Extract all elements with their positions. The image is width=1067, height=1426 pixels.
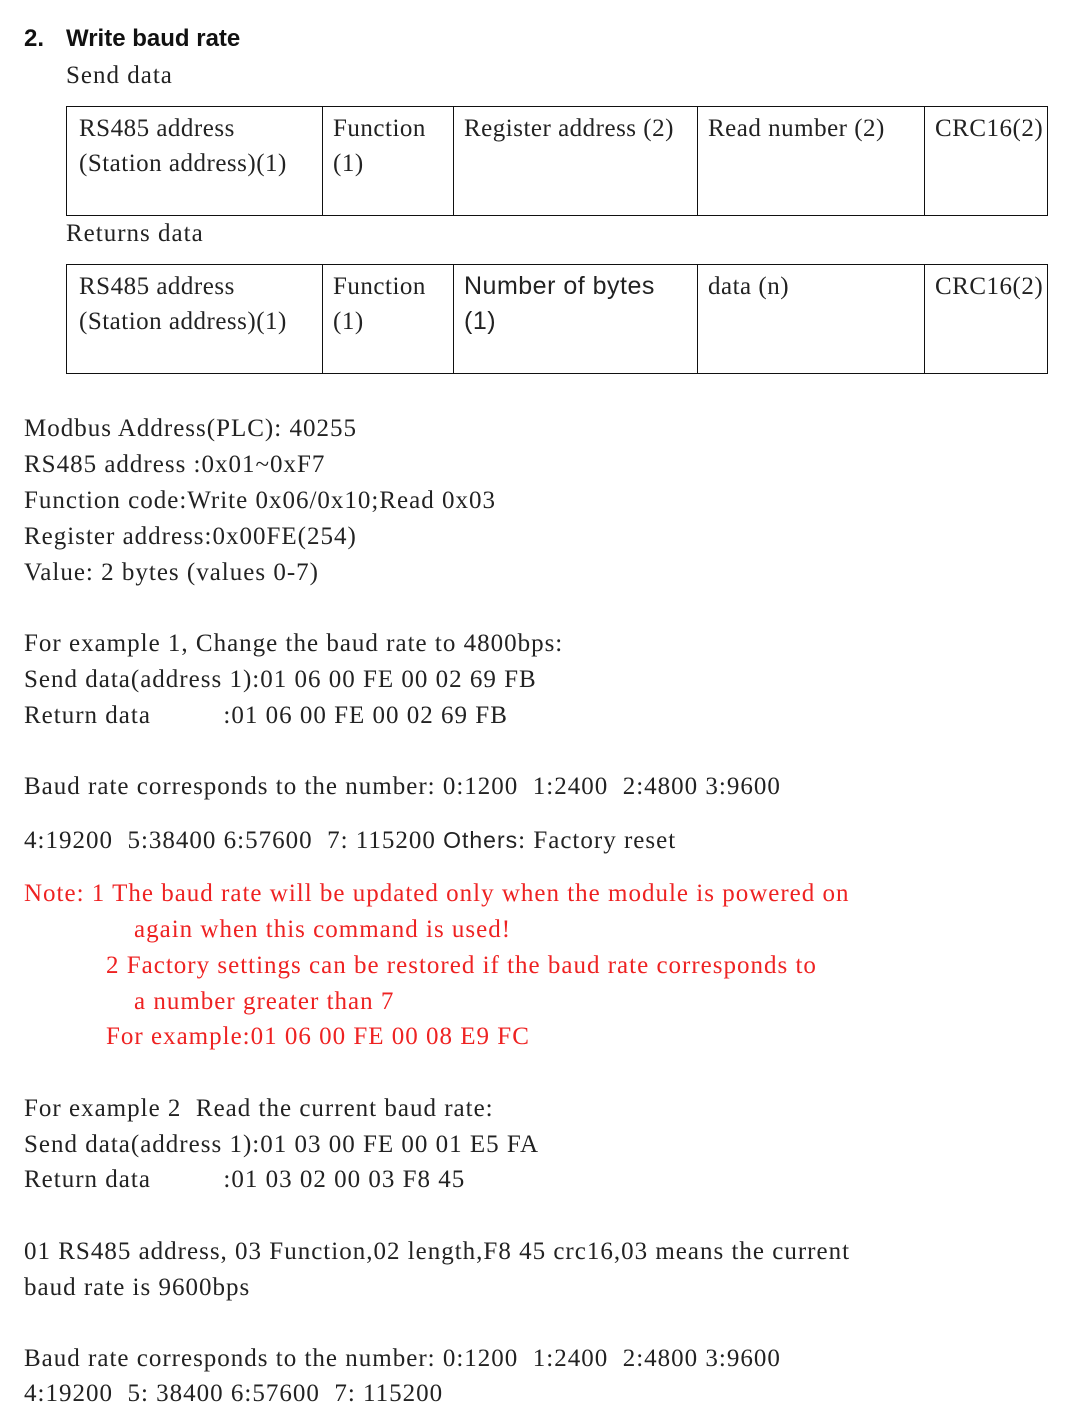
example1-send: Send data(address 1):01 06 00 FE 00 02 69 FB	[24, 666, 537, 693]
return-cell-data: data (n)	[698, 265, 925, 374]
note-line3: 2 Factory settings can be restored if the baud rate corresponds to	[106, 952, 817, 979]
explanation-line1: 01 RS485 address, 03 Function,02 length,F8 45 crc16,03 means the current	[24, 1238, 851, 1265]
return-cell-crc: CRC16(2)	[925, 265, 1048, 374]
factory-reset-text: : Factory reset	[518, 827, 677, 854]
rs485-address-line: RS485 address :0x01~0xF7	[24, 451, 326, 478]
section-title: Write baud rate	[66, 25, 241, 52]
note-line1: Note: 1 The baud rate will be updated only when the module is powered on	[24, 880, 850, 907]
section-heading	[24, 24, 240, 54]
send-data-table	[66, 106, 1048, 216]
example1-return: Return data :01 06 00 FE 00 02 69 FB	[24, 702, 508, 729]
baud-map-line2-values: 4:19200 5:38400 6:57600 7: 115200	[24, 827, 444, 854]
return-cell-address: RS485 address (Station address)(1)	[67, 265, 323, 374]
function-code-line: Function code:Write 0x06/0x10;Read 0x03	[24, 487, 496, 514]
return-cell-function: Function (1)	[323, 265, 454, 374]
send-data-row	[67, 107, 1048, 216]
baud-map-line1: Baud rate corresponds to the number: 0:1200 1:2400 2:4800 3:9600	[24, 773, 781, 800]
example1-title: For example 1, Change the baud rate to 4800bps:	[24, 630, 564, 657]
baud-map-line2	[24, 823, 676, 858]
note-line4: a number greater than 7	[134, 988, 395, 1015]
send-data-label: Send data	[66, 62, 173, 89]
others-word: Others	[443, 827, 519, 853]
value-line: Value: 2 bytes (values 0-7)	[24, 559, 319, 586]
example2-send: Send data(address 1):01 03 00 FE 00 01 E5 FA	[24, 1131, 540, 1158]
section-number: 2.	[24, 25, 45, 52]
send-cell-crc: CRC16(2)	[925, 107, 1048, 216]
note-line5: For example:01 06 00 FE 00 08 E9 FC	[106, 1023, 530, 1050]
return-data-row	[67, 265, 1048, 374]
baud-map2-line2: 4:19200 5: 38400 6:57600 7: 115200	[24, 1380, 444, 1407]
example2-title: For example 2 Read the current baud rate:	[24, 1095, 494, 1122]
example2-return: Return data :01 03 02 00 03 F8 45	[24, 1166, 466, 1193]
return-data-table	[66, 264, 1048, 374]
note-line2: again when this command is used!	[134, 916, 512, 943]
send-cell-address: RS485 address (Station address)(1)	[67, 107, 323, 216]
send-cell-read-number: Read number (2)	[698, 107, 925, 216]
explanation-line2: baud rate is 9600bps	[24, 1274, 251, 1301]
modbus-address-line: Modbus Address(PLC): 40255	[24, 415, 357, 442]
baud-map2-line1: Baud rate corresponds to the number: 0:1200 1:2400 2:4800 3:9600	[24, 1345, 781, 1372]
send-cell-function: Function (1)	[323, 107, 454, 216]
send-cell-register: Register address (2)	[454, 107, 698, 216]
register-address-line: Register address:0x00FE(254)	[24, 523, 357, 550]
return-cell-number-of-bytes: Number of bytes (1)	[454, 265, 698, 374]
returns-data-label: Returns data	[66, 220, 204, 247]
